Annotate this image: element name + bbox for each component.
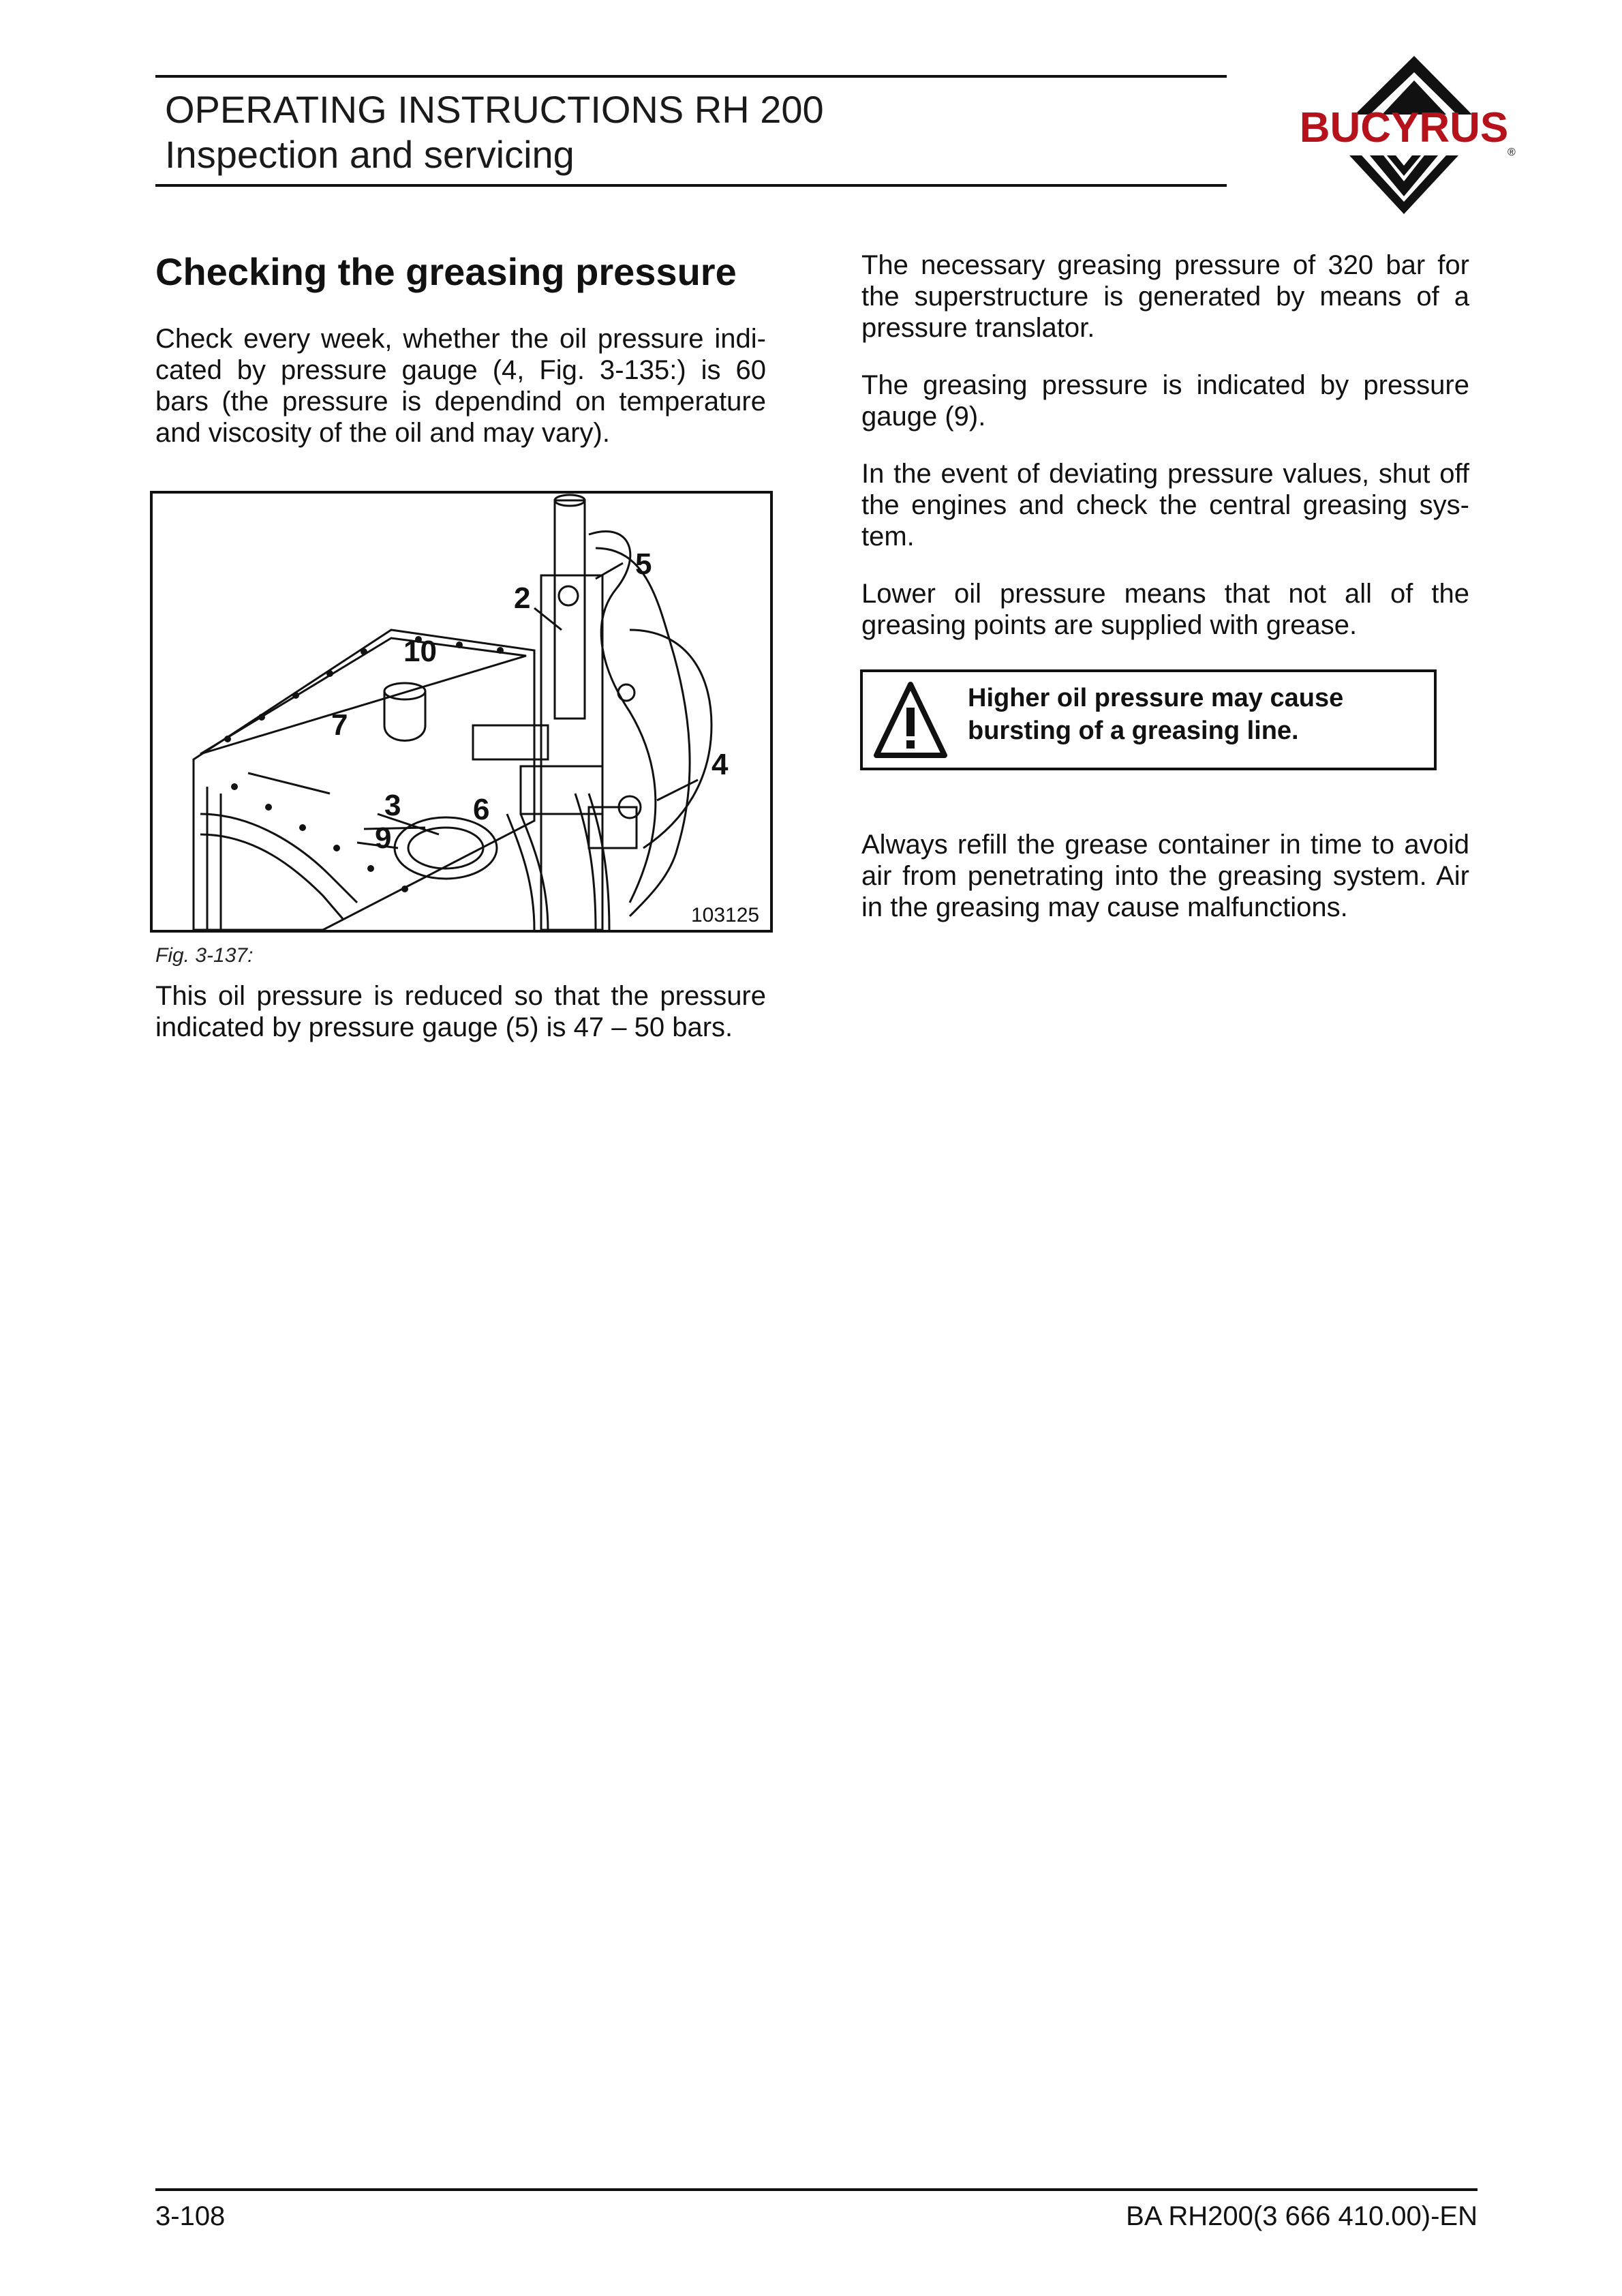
header-subtitle: Inspection and servicing (165, 133, 575, 176)
callout-3: 3 (384, 789, 401, 822)
callout-7: 7 (331, 708, 348, 742)
paragraph-refill-grease: Always refill the grease container in time to avoid air from penetrating into the greasing system. Air in the greasing may cause malfunctions. (861, 830, 1469, 922)
header-top-rule (155, 75, 1227, 78)
document-code: BA RH200(3 666 410.00)-EN (1126, 2201, 1478, 2231)
callout-4: 4 (711, 748, 729, 781)
paragraph-lower-pressure: Lower oil pressure means that not all of the greasing points are supplied with grease. (861, 579, 1469, 640)
figure-id: 103125 (691, 904, 760, 926)
page-number: 3-108 (155, 2201, 226, 2231)
figure-greasing-unit (150, 491, 773, 933)
header-bottom-rule (155, 184, 1227, 187)
figure-caption: Fig. 3-137: (155, 944, 254, 967)
warning-triangle-icon (872, 680, 949, 761)
greasing-unit-drawing (153, 494, 770, 930)
paragraph-check-weekly: Check every week, whether the oil pressure indi-cated by pressure gauge (4, Fig. 3-135:) is 60 bars (the pressure is dependind on temperature and viscosity of the oil and may vary). (155, 324, 766, 448)
section-heading: Checking the greasing pressure (155, 250, 737, 293)
callout-5: 5 (635, 547, 652, 581)
callout-10: 10 (403, 635, 437, 668)
paragraph-reduced-pressure: This oil pressure is reduced so that the pressure indicated by pressure gauge (5) is 47 – 50 bars. (155, 981, 766, 1042)
logo-wordmark: BUCYRUS (1299, 104, 1509, 151)
footer-rule (155, 2188, 1478, 2191)
header-title: OPERATING INSTRUCTIONS RH 200 (165, 88, 824, 131)
warning-line-1: Higher oil pressure may cause (968, 684, 1344, 712)
bucyrus-logo-mark (1268, 53, 1533, 217)
callout-2: 2 (514, 581, 531, 615)
paragraph-deviating-values: In the event of deviating pressure values, shut off the engines and check the central greasing sys-tem. (861, 459, 1469, 552)
paragraph-pressure-translator: The necessary greasing pressure of 320 bar for the superstructure is generated by means of a pressure translator. (861, 250, 1469, 343)
svg-text:®: ® (1508, 147, 1516, 158)
warning-line-2: bursting of a greasing line. (968, 716, 1299, 745)
callout-6: 6 (473, 793, 490, 826)
callout-9: 9 (375, 821, 392, 855)
bucyrus-logo (1268, 53, 1533, 217)
paragraph-gauge-9: The greasing pressure is indicated by pressure gauge (9). (861, 370, 1469, 432)
warning-box (860, 669, 1437, 770)
